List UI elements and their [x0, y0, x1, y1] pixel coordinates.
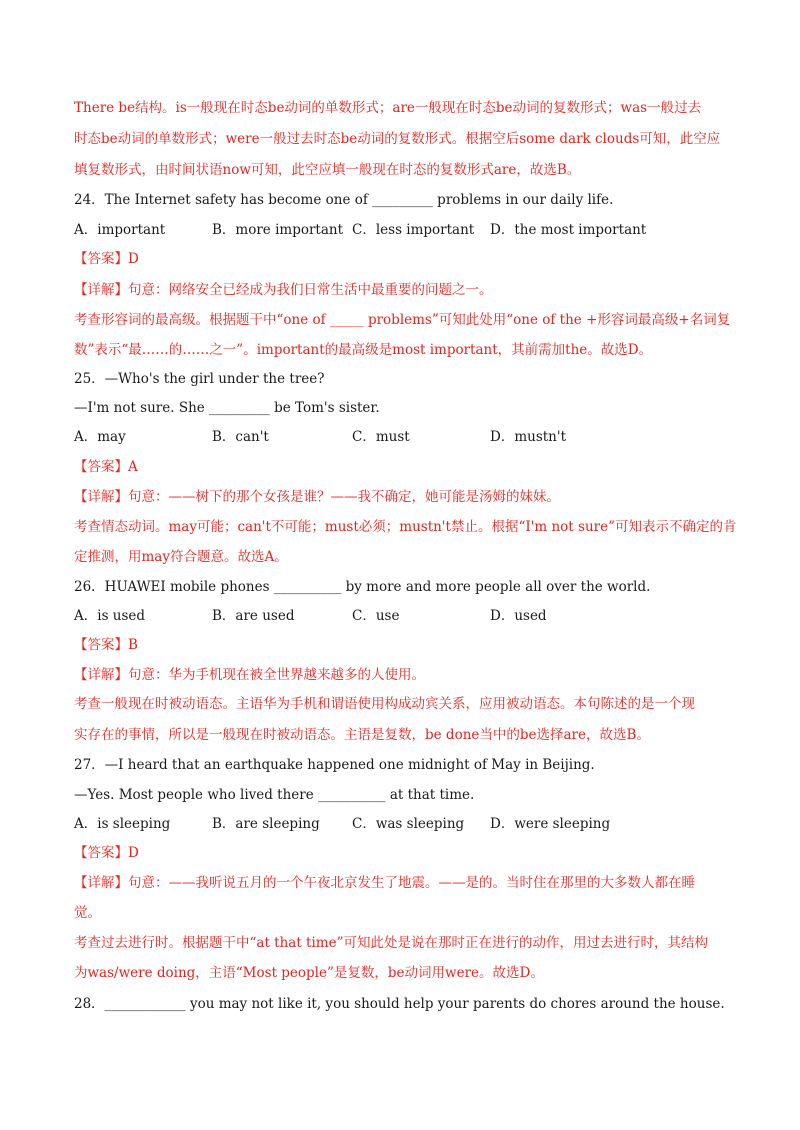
q26-option-d: D．used	[490, 608, 547, 624]
q25-explain-line-2: 考查情态动词。may可能；can't不可能；must必须；mustn't禁止。根据“I'm not sure”可知表示不确定的肯	[74, 519, 737, 535]
q24-option-c: C．less important	[352, 222, 475, 238]
q27-answer: 【答案】D	[74, 845, 139, 861]
q26-explain-line-2: 考查一般现在时被动语态。主语华为手机和谓语使用构成动宾关系，应用被动语态。本句陈述的是一个现	[74, 696, 695, 712]
q25-stem: 25．—Who's the girl under the tree?	[74, 371, 325, 387]
q27-explain-line-1: 【详解】句意：——我听说五月的一个午夜北京发生了地震。——是的。当时住在那里的大多数人都在睡	[74, 875, 695, 891]
q24-stem: 24．The Internet safety has become one of _________ problems in our daily life.	[74, 192, 614, 208]
q24-answer: 【答案】D	[74, 251, 139, 267]
q24-explain-line-1: 【详解】句意：网络安全已经成为我们日常生活中最重要的问题之一。	[74, 282, 493, 298]
q26-option-b: B．are used	[212, 608, 295, 624]
q26-option-c: C．use	[352, 608, 400, 624]
q27-option-a: A．is sleeping	[74, 816, 171, 832]
q26-option-a: A．is used	[74, 608, 146, 624]
q27-explain-line-2: 觉。	[74, 905, 101, 921]
prev-explain-line-2: 时态be动词的单数形式；were一般过去时态be动词的复数形式。根据空后some dark clouds可知，此空应	[74, 131, 721, 147]
q27-option-c: C．was sleeping	[352, 816, 465, 832]
q25-option-d: D．mustn't	[490, 429, 567, 445]
q27-option-d: D．were sleeping	[490, 816, 611, 832]
q27-explain-line-4: 为was/were doing，主语“Most people”是复数，be动词用were。故选D。	[74, 965, 544, 981]
q24-explain-line-3: 数”表示“最……的……之一”。important的最高级是most important，其前需加the。故选D。	[74, 342, 653, 358]
q25-answer: 【答案】A	[74, 459, 138, 475]
q26-answer: 【答案】B	[74, 637, 138, 653]
q25-option-c: C．must	[352, 429, 410, 445]
q24-option-a: A．important	[74, 222, 166, 238]
q26-explain-line-3: 实存在的事情，所以是一般现在时被动语态。主语是复数，be done当中的be选择are，故选B。	[74, 727, 650, 743]
prev-explain-line-3: 填复数形式，由时间状语now可知，此空应填一般现在时态的复数形式are，故选B。	[74, 162, 581, 178]
q24-explain-line-2: 考查形容词的最高级。根据题干中“one of _____ problems”可知此处用“one of the +形容词最高级+名词复	[74, 312, 731, 328]
q27-stem-reply: —Yes. Most people who lived there __________ at that time.	[74, 787, 475, 803]
q28-stem: 28．____________ you may not like it, you should help your parents do chores around the house.	[74, 996, 725, 1012]
q27-option-b: B．are sleeping	[212, 816, 320, 832]
q25-explain-line-3: 定推测，用may符合题意。故选A。	[74, 549, 288, 565]
q25-option-b: B．can't	[212, 429, 269, 445]
q26-explain-line-1: 【详解】句意：华为手机现在被全世界越来越多的人使用。	[74, 667, 425, 683]
q24-option-b: B．more important	[212, 222, 344, 238]
q27-explain-line-3: 考查过去进行时。根据题干中“at that time”可知此处是说在那时正在进行的动作，用过去进行时，其结构	[74, 935, 708, 951]
q25-stem-reply: —I'm not sure. She _________ be Tom's sister.	[74, 400, 380, 416]
q26-stem: 26．HUAWEI mobile phones __________ by more and more people all over the world.	[74, 579, 651, 595]
prev-explain-line-1: There be结构。is一般现在时态be动词的单数形式；are一般现在时态be动词的复数形式；was一般过去	[74, 100, 702, 116]
q25-option-a: A．may	[74, 429, 126, 445]
q27-stem: 27．—I heard that an earthquake happened one midnight of May in Beijing.	[74, 757, 595, 773]
q25-explain-line-1: 【详解】句意：——树下的那个女孩是谁？——我不确定，她可能是汤姆的妹妹。	[74, 489, 560, 505]
q24-option-d: D．the most important	[490, 222, 647, 238]
